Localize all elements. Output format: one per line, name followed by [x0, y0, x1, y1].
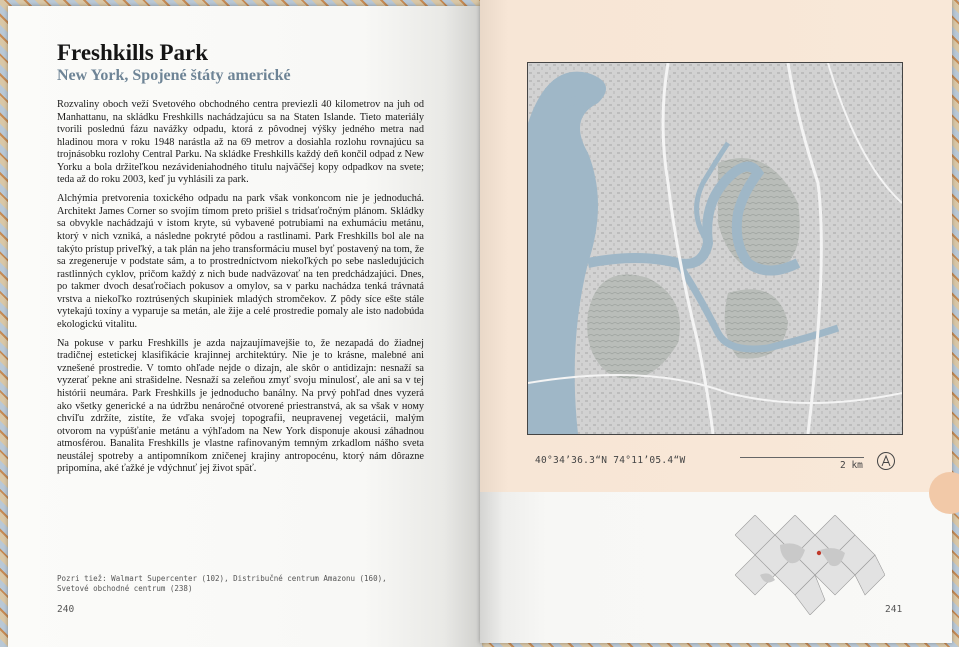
- world-map-locator: [735, 515, 885, 615]
- paragraph-3: Na pokuse v parku Freshkills je azda najzaujímavejšie to, že nezapadá do žiadnej tradičnej estetickej klasifikácie krajinnej architektúry. Nie je to krásne, malebné ani vznešené prostredie. V tomto ohľade nejde o dizajn, ale skôr o antidizajn: nesnaží sa vyzerať pekne ani strašidelne. Nesnaží sa zeleňou zmyť svoju minulosť, ale ani sa v tej histórii neumára. Park Freshkills je jednoducho banálny. Na prvý pohľad dnes vyzerá ako všetky generické a na údržbu nenáročné otvorené priestranstvá, ak sa však v ному chvíľu zdržíte, zistíte, že vďaka svojej topografii, neupravenej vegetácii, malým otvorom na vypúšťanie metánu a výhľadom na New York disponuje akousi záhadnou atmosférou. Banalita Freshkills je vlastne rafinovaným temným zrkadlom nášho sveta neustálej spotreby a antipomníkom zničenej krajiny antropocénu, ktorý nám dôrazne pripomína, aké ťažké je vdýchnuť jej život späť.: [57, 337, 424, 475]
- map-svg: [528, 63, 902, 434]
- scale-label: 2 km: [840, 460, 863, 471]
- satellite-map: [527, 62, 903, 435]
- page-number-right: 241: [885, 604, 903, 615]
- scale-bar: [740, 457, 864, 458]
- article-body: [57, 99, 424, 482]
- coordinates-label: 40°34’36.3“N 74°11’05.4“W: [535, 455, 686, 466]
- page-title: Freshkills Park: [57, 40, 209, 65]
- paragraph-1: Rozvaliny oboch veží Svetového obchodného centra previezli 40 kilometrov na juh od Manhattanu, na skládku Freshkills nachádzajúcu sa na Staten Islande. Tieto materiály tvorili poslednú fázu navážky odpadu, ktorá z pôvodnej výšky jedného metra nad hladinou mora v roku 1948 narástla až na 69 metrov a dosiahla rozlohu rovnajúcu sa trojnásobku rozlohy Central Parku. Na skládke Freshkills každý deň končil odpad z New Yorku a bola držiteľkou nezávideniahodného titulu najväčšej kopy odpadkov na svete; teda až do roku 2003, keď ju vyhlásili za park.: [57, 99, 424, 186]
- location-marker: [817, 551, 821, 555]
- paragraph-2: Alchýmia pretvorenia toxického odpadu na park však vonkoncom nie je jednoduchá. Architekt James Corner so svojím tímom preto prišiel s tridsaťročným plánom. Skládky sa obvykle nachádzajú v istom kryte, sú vybavené potrubiami na exhumáciu metánu, ktorý v nich vzniká, a následne pokryté pôdou a rastlinami. Park Freshkills bol ale na takýto prístup priveľký, a tak plán na jeho transformáciu musel byť postavený na tom, že sa zregeneruje v podstate sám, a to prostredníctvom niekoľkých po sebe nasledujúcich rastlinných cyklov, pričom každý z nich bude nadväzovať na ten predchádzajúci. Dnes, po takmer dvoch desaťročiach pokusov a omylov, sa v parku nachádza tenká trávnatá vrstva a niekoľko roztrúsených skupiniek mladých stromčekov. Z pôdy síce ešte stále vytekajú toxíny a vyparuje sa metán, ale žije a celé prostredie pomaly ale isto nadobúda ekologickú vitalitu.: [57, 193, 424, 330]
- see-also-line-1: Pozri tiež: Walmart Supercenter (102), Distribučné centrum Amazonu (160),: [57, 574, 387, 583]
- see-also-line-2: Svetové obchodné centrum (238): [57, 584, 193, 593]
- north-arrow-icon: [876, 451, 896, 471]
- see-also: [57, 574, 387, 594]
- page-subtitle: New York, Spojené štáty americké: [57, 67, 291, 84]
- page-number-left: 240: [57, 604, 75, 615]
